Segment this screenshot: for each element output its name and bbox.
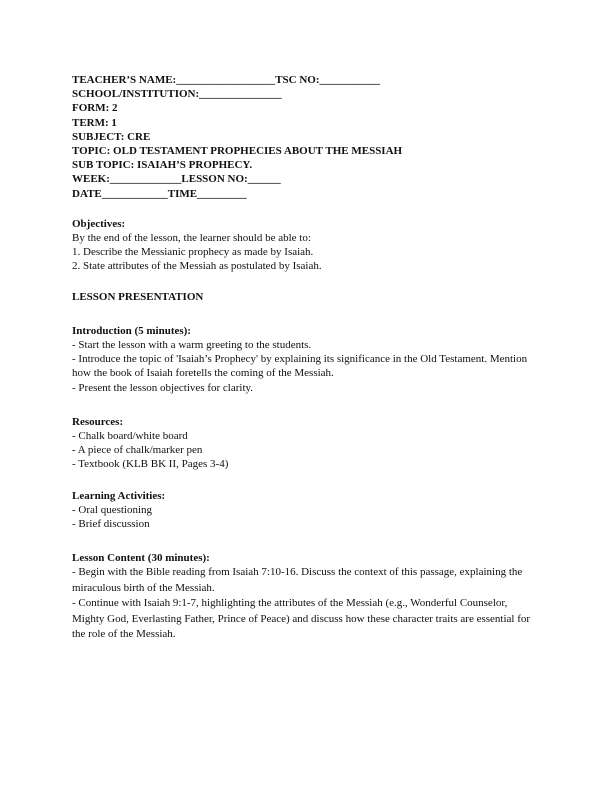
list-item: - Present the lesson objectives for clarity. bbox=[72, 381, 254, 394]
list-item: - Brief discussion bbox=[72, 518, 150, 531]
list-item: - Oral questioning bbox=[72, 503, 153, 516]
lesson-content-section bbox=[72, 551, 542, 643]
date-line: DATE____________TIME_________ bbox=[72, 187, 247, 200]
list-item: - Introduce the topic of 'Isaiah’s Prophecy' by explaining its significance in the Old Testament. Mention how the book of Isaiah foretells the coming of the Messiah. bbox=[72, 353, 530, 380]
school-line: SCHOOL/INSTITUTION:_______________ bbox=[72, 88, 282, 101]
introduction-section bbox=[72, 324, 542, 395]
section-heading: Lesson Content (30 minutes): bbox=[72, 552, 210, 565]
teacher-name-line: TEACHER’S NAME:__________________TSC NO:___________ bbox=[72, 74, 381, 86]
objective-line: 2. State attributes of the Messiah as postulated by Isaiah. bbox=[72, 260, 322, 273]
learning-activities-section bbox=[72, 489, 542, 532]
objectives-section bbox=[72, 217, 542, 274]
section-heading: Objectives: bbox=[72, 217, 126, 230]
subtopic-line: SUB TOPIC: ISAIAH’S PROPHECY. bbox=[72, 159, 253, 172]
list-item: - Start the lesson with a warm greeting to the students. bbox=[72, 339, 312, 352]
list-item: - Begin with the Bible reading from Isaiah 7:10-16. Discuss the context of this passage, explaining the miraculous birth of the Messiah. bbox=[72, 566, 526, 594]
week-line: WEEK:_____________LESSON NO:______ bbox=[72, 173, 281, 186]
resources-section bbox=[72, 415, 542, 472]
header-block bbox=[72, 73, 542, 201]
objective-line: By the end of the lesson, the learner should be able to: bbox=[72, 232, 311, 245]
topic-line: TOPIC: OLD TESTAMENT PROPHECIES ABOUT THE MESSIAH bbox=[72, 145, 403, 158]
list-item: - A piece of chalk/marker pen bbox=[72, 444, 203, 457]
section-heading: Resources: bbox=[72, 415, 124, 428]
section-heading: Introduction (5 minutes): bbox=[72, 324, 191, 337]
section-heading: Learning Activities: bbox=[72, 489, 166, 502]
form-line: FORM: 2 bbox=[72, 102, 118, 115]
lesson-presentation-heading: LESSON PRESENTATION bbox=[72, 290, 204, 303]
list-item: - Textbook (KLB BK II, Pages 3-4) bbox=[72, 458, 229, 471]
document-page bbox=[72, 73, 542, 643]
list-item: - Chalk board/white board bbox=[72, 430, 188, 443]
subject-line: SUBJECT: CRE bbox=[72, 130, 151, 143]
term-line: TERM: 1 bbox=[72, 116, 117, 129]
list-item: - Continue with Isaiah 9:1-7, highlighting the attributes of the Messiah (e.g., Wonderful Counselor, Mighty God, Everlasting Father, Prince of Peace) and discuss how these character traits are essential for the role of the Messiah. bbox=[72, 597, 533, 641]
objective-line: 1. Describe the Messianic prophecy as made by Isaiah. bbox=[72, 246, 314, 259]
